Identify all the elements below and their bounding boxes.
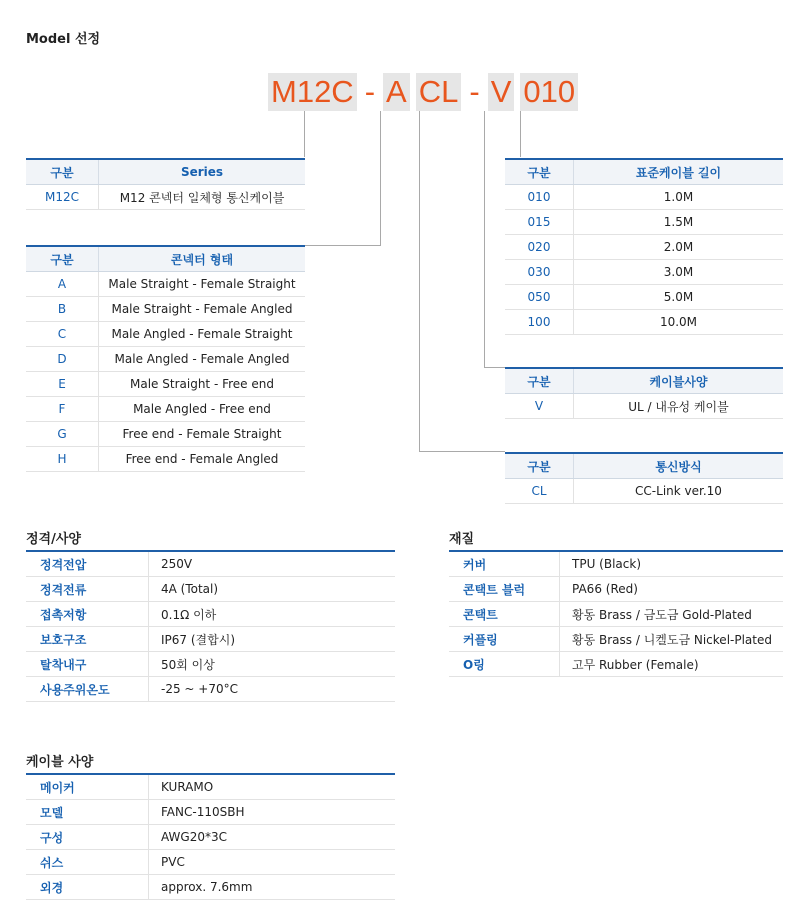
table-header: Series [99, 159, 306, 185]
cell-value: 10.0M [574, 310, 784, 335]
cell-value: KURAMO [149, 774, 396, 800]
cell-key: F [26, 397, 99, 422]
model-code [268, 73, 578, 111]
series-table [26, 158, 305, 210]
code-series: M12C [268, 73, 357, 111]
cell-key: 015 [505, 210, 574, 235]
rating-title: 정격/사양 [26, 532, 81, 547]
cable-spec-table [505, 367, 783, 419]
code-connector: A [383, 73, 410, 111]
cell-key: E [26, 372, 99, 397]
table-row [26, 347, 305, 372]
code-length: 010 [520, 73, 578, 111]
cell-value: 50회 이상 [149, 652, 396, 677]
table-header: 구분 [505, 453, 574, 479]
cable-title: 케이블 사양 [26, 755, 94, 770]
table-row [26, 774, 395, 800]
table-row [26, 322, 305, 347]
connector-line [484, 367, 505, 368]
table-header: 표준케이블 길이 [574, 159, 784, 185]
cell-key: 외경 [26, 875, 149, 900]
cell-value: 4A (Total) [149, 577, 396, 602]
cell-key: CL [505, 479, 574, 504]
cell-value: -25 ~ +70°C [149, 677, 396, 702]
cell-key: 030 [505, 260, 574, 285]
table-row [449, 551, 783, 577]
table-row [26, 422, 305, 447]
table-header: 통신방식 [574, 453, 784, 479]
cell-key: 020 [505, 235, 574, 260]
cell-key: 접촉저항 [26, 602, 149, 627]
cell-value: UL / 내유성 케이블 [574, 394, 784, 419]
cell-key: O링 [449, 652, 560, 677]
table-row [505, 479, 783, 504]
table-header: 케이블사양 [574, 368, 784, 394]
table-header: 구분 [26, 159, 99, 185]
code-cable-spec: V [488, 73, 515, 111]
cell-key: M12C [26, 185, 99, 210]
cell-key: 탈착내구 [26, 652, 149, 677]
cell-key: 050 [505, 285, 574, 310]
table-row [26, 397, 305, 422]
cell-value: 2.0M [574, 235, 784, 260]
length-table [505, 158, 783, 335]
cell-key: G [26, 422, 99, 447]
table-row [449, 577, 783, 602]
cell-value: 황동 Brass / 니켈도금 Nickel-Plated [560, 627, 784, 652]
cell-value: CC-Link ver.10 [574, 479, 784, 504]
connector-line [304, 245, 381, 246]
cell-key: 정격전압 [26, 551, 149, 577]
table-row [26, 447, 305, 472]
table-row [26, 577, 395, 602]
cell-value: 0.1Ω 이하 [149, 602, 396, 627]
cell-value: Male Angled - Female Straight [99, 322, 306, 347]
cell-key: D [26, 347, 99, 372]
cell-value: Male Straight - Female Angled [99, 297, 306, 322]
cell-key: C [26, 322, 99, 347]
table-row [505, 394, 783, 419]
cell-key: 커버 [449, 551, 560, 577]
table-row [26, 800, 395, 825]
table-row [26, 627, 395, 652]
cell-key: 010 [505, 185, 574, 210]
table-row [26, 297, 305, 322]
table-row [26, 372, 305, 397]
cell-value: 고무 Rubber (Female) [560, 652, 784, 677]
cell-value: IP67 (결합시) [149, 627, 396, 652]
model-select-title: Model 선정 [26, 32, 101, 47]
cell-value: Male Straight - Female Straight [99, 272, 306, 297]
cell-value: approx. 7.6mm [149, 875, 396, 900]
cell-value: 1.5M [574, 210, 784, 235]
cable-table [26, 773, 395, 900]
table-header: 구분 [505, 368, 574, 394]
connector-line [419, 111, 420, 451]
table-row [26, 850, 395, 875]
cell-value: FANC-110SBH [149, 800, 396, 825]
cell-value: 3.0M [574, 260, 784, 285]
rating-table [26, 550, 395, 702]
connector-table [26, 245, 305, 472]
table-row [26, 825, 395, 850]
cell-key: H [26, 447, 99, 472]
table-row [26, 652, 395, 677]
table-header: 콘넥터 형태 [99, 246, 306, 272]
cell-value: 250V [149, 551, 396, 577]
cell-value: 5.0M [574, 285, 784, 310]
cell-key: 메이커 [26, 774, 149, 800]
table-row [26, 551, 395, 577]
table-row [505, 260, 783, 285]
table-row [26, 602, 395, 627]
connector-line [304, 111, 305, 157]
cell-value: M12 콘넥터 일체형 통신케이블 [99, 185, 306, 210]
code-dash: - [469, 74, 480, 109]
cell-value: Male Angled - Female Angled [99, 347, 306, 372]
table-row [26, 272, 305, 297]
code-dash: - [364, 74, 376, 109]
table-header: 구분 [505, 159, 574, 185]
cell-value: 1.0M [574, 185, 784, 210]
table-header: 구분 [26, 246, 99, 272]
table-row [505, 310, 783, 335]
table-row [26, 677, 395, 702]
cell-key: 구성 [26, 825, 149, 850]
cell-key: 콘택트 블럭 [449, 577, 560, 602]
cell-key: 사용주위온도 [26, 677, 149, 702]
cell-value: PA66 (Red) [560, 577, 784, 602]
cell-key: 보호구조 [26, 627, 149, 652]
table-row [505, 285, 783, 310]
table-row [26, 185, 305, 210]
cell-value: Free end - Female Straight [99, 422, 306, 447]
cell-key: 커플링 [449, 627, 560, 652]
material-title: 재질 [449, 532, 475, 547]
cell-value: Male Straight - Free end [99, 372, 306, 397]
table-row [505, 185, 783, 210]
code-comm: CL [416, 73, 462, 111]
cell-value: PVC [149, 850, 396, 875]
cell-value: Male Angled - Free end [99, 397, 306, 422]
connector-line [520, 111, 521, 157]
table-row [26, 875, 395, 900]
comm-table [505, 452, 783, 504]
cell-key: 쉬스 [26, 850, 149, 875]
table-row [505, 235, 783, 260]
cell-key: A [26, 272, 99, 297]
cell-value: 황동 Brass / 금도금 Gold-Plated [560, 602, 784, 627]
cell-key: B [26, 297, 99, 322]
table-row [505, 210, 783, 235]
cell-key: V [505, 394, 574, 419]
cell-value: AWG20*3C [149, 825, 396, 850]
cell-key: 100 [505, 310, 574, 335]
connector-line [484, 111, 485, 367]
cell-value: Free end - Female Angled [99, 447, 306, 472]
cell-key: 콘택트 [449, 602, 560, 627]
table-row [449, 627, 783, 652]
cell-key: 모델 [26, 800, 149, 825]
connector-line [380, 111, 381, 245]
cell-key: 정격전류 [26, 577, 149, 602]
table-row [449, 602, 783, 627]
cell-value: TPU (Black) [560, 551, 784, 577]
connector-line [419, 451, 505, 452]
material-table [449, 550, 783, 677]
table-row [449, 652, 783, 677]
